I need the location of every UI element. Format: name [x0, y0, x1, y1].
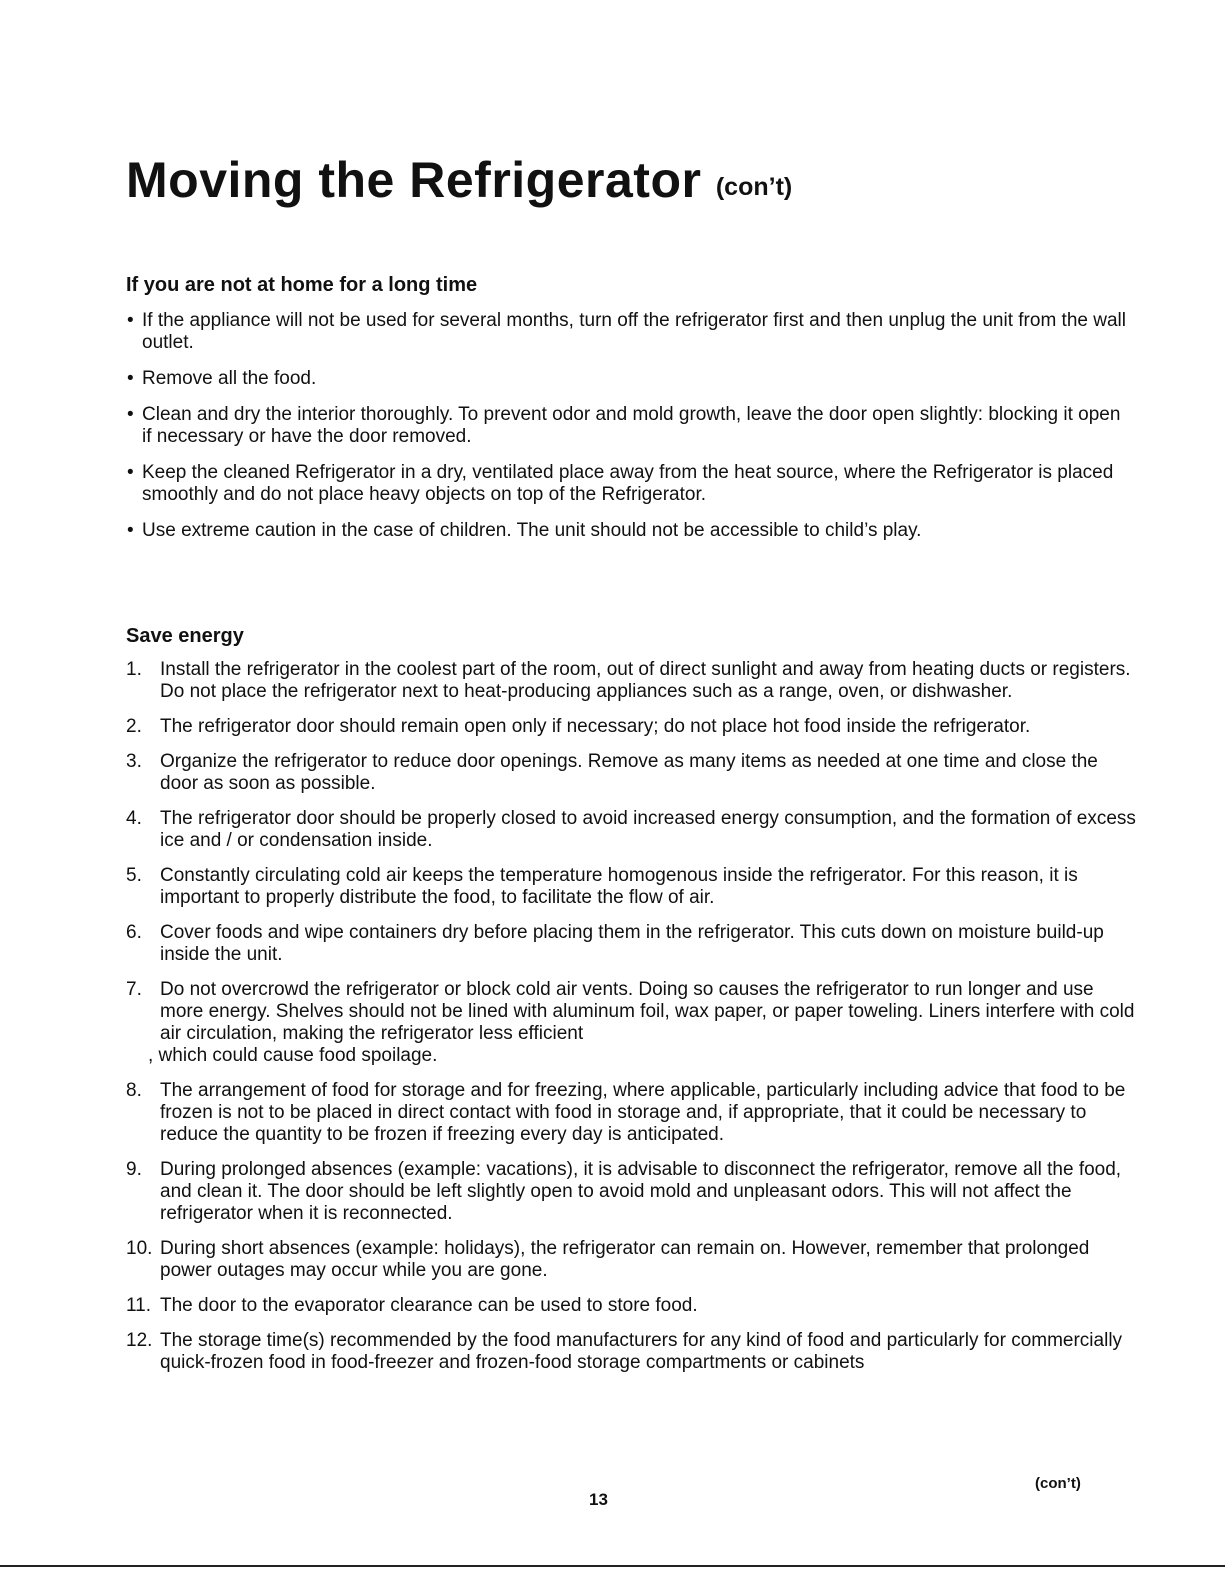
list-item	[126, 979, 1136, 1067]
list-item	[126, 808, 1136, 852]
list-item-text: Clean and dry the interior thoroughly. To prevent odor and mold growth, leave the door open slightly: blocking it open if necessary or have the door removed.	[142, 404, 1121, 447]
step-number: 5.	[126, 865, 142, 886]
list-item	[126, 404, 1126, 448]
absence-section-heading: If you are not at home for a long time	[126, 274, 478, 296]
step-number: 9.	[126, 1159, 142, 1180]
page-title-main: Moving the Refrigerator	[126, 152, 702, 208]
step-number: 7.	[126, 979, 142, 1000]
page-number: 13	[589, 1490, 608, 1509]
step-number: 2.	[126, 716, 142, 737]
list-item-text: Use extreme caution in the case of children. The unit should not be accessible to child’s play.	[142, 520, 922, 541]
list-item-text: During short absences (example: holidays), the refrigerator can remain on. However, remember that prolonged power outages may occur while you are gone.	[160, 1238, 1090, 1281]
list-item-text: Constantly circulating cold air keeps the temperature homogenous inside the refrigerator. For this reason, it is important to properly distribute the food, to facilitate the flow of air.	[160, 865, 1078, 908]
list-item-text: Remove all the food.	[142, 368, 317, 389]
list-item	[126, 865, 1136, 909]
list-item-text: Cover foods and wipe containers dry before placing them in the refrigerator. This cuts down on moisture build-up inside the unit.	[160, 922, 1104, 965]
list-item	[126, 1080, 1136, 1146]
list-item-text: The refrigerator door should remain open only if necessary; do not place hot food inside the refrigerator.	[160, 716, 1031, 737]
list-item	[126, 1330, 1136, 1374]
list-item-text: Organize the refrigerator to reduce door openings. Remove as many items as needed at one time and close the door as soon as possible.	[160, 751, 1098, 794]
step-number: 4.	[126, 808, 142, 829]
list-item	[126, 1159, 1136, 1225]
step-number: 8.	[126, 1080, 142, 1101]
list-item	[126, 520, 1126, 542]
page-title-continued: (con’t)	[715, 173, 793, 201]
continued-note: (con’t)	[1035, 1475, 1081, 1492]
list-item	[126, 716, 1136, 738]
step-number: 11.	[126, 1295, 152, 1316]
list-item-text: Keep the cleaned Refrigerator in a dry, ventilated place away from the heat source, where the Refrigerator is placed smoothly and do not place heavy objects on top of the Refrigerator.	[142, 462, 1114, 505]
list-item	[126, 368, 1126, 390]
step-number: 6.	[126, 922, 142, 943]
list-item-text: The arrangement of food for storage and for freezing, where applicable, particularly including advice that food to be frozen is not to be placed in direct contact with food in storage and, if appropriate, that it could be necessary to reduce the quantity to be frozen if freezing every day is anticipated.	[160, 1080, 1126, 1145]
list-item	[126, 1295, 1136, 1317]
list-item-text: Do not overcrowd the refrigerator or block cold air vents. Doing so causes the refrigerator to run longer and use more energy. Shelves should not be lined with aluminum foil, wax paper, or paper toweling. Liners interfere with cold air circulation, making the refrigerator less efficient	[160, 979, 1135, 1044]
list-item-text: During prolonged absences (example: vacations), it is advisable to disconnect the refrigerator, remove all the food, and clean it. The door should be left slightly open to avoid mold and unpleasant odors. This will not affect the refrigerator when it is reconnected.	[160, 1159, 1122, 1224]
bullet-mark: •	[127, 462, 134, 483]
list-item-text: If the appliance will not be used for several months, turn off the refrigerator first and then unplug the unit from the wall outlet.	[142, 310, 1126, 353]
step-number: 1.	[126, 659, 142, 680]
list-item	[126, 310, 1126, 354]
page-title	[126, 150, 792, 217]
list-item	[126, 751, 1136, 795]
list-item	[126, 922, 1136, 966]
list-item-text: The door to the evaporator clearance can be used to store food.	[160, 1295, 698, 1316]
energy-step-list	[126, 659, 1136, 1387]
bullet-mark: •	[127, 310, 134, 331]
list-item	[126, 1238, 1136, 1282]
bullet-mark: •	[127, 368, 134, 389]
bullet-mark: •	[127, 520, 134, 541]
bullet-mark: •	[127, 404, 134, 425]
energy-section-heading: Save energy	[126, 625, 244, 647]
list-item-text: Install the refrigerator in the coolest part of the room, out of direct sunlight and away from heating ducts or registers. Do not place the refrigerator next to heat-producing appliances such as a range, oven, or dishwasher.	[160, 659, 1131, 702]
list-item-text: The storage time(s) recommended by the food manufacturers for any kind of food and particularly for commercially quick-frozen food in food-freezer and frozen-food storage compartments or cabinets	[160, 1330, 1123, 1373]
list-item-text: The refrigerator door should be properly closed to avoid increased energy consumption, and the formation of excess ice and / or condensation inside.	[160, 808, 1136, 851]
step-number: 3.	[126, 751, 142, 772]
step-number: 10.	[126, 1238, 153, 1259]
absence-bullet-list	[126, 310, 1126, 556]
list-item	[126, 462, 1126, 506]
bottom-divider	[0, 1565, 1225, 1567]
step-number: 12.	[126, 1330, 153, 1351]
list-item-continuation: , which could cause food spoilage.	[148, 1045, 438, 1066]
list-item	[126, 659, 1136, 703]
